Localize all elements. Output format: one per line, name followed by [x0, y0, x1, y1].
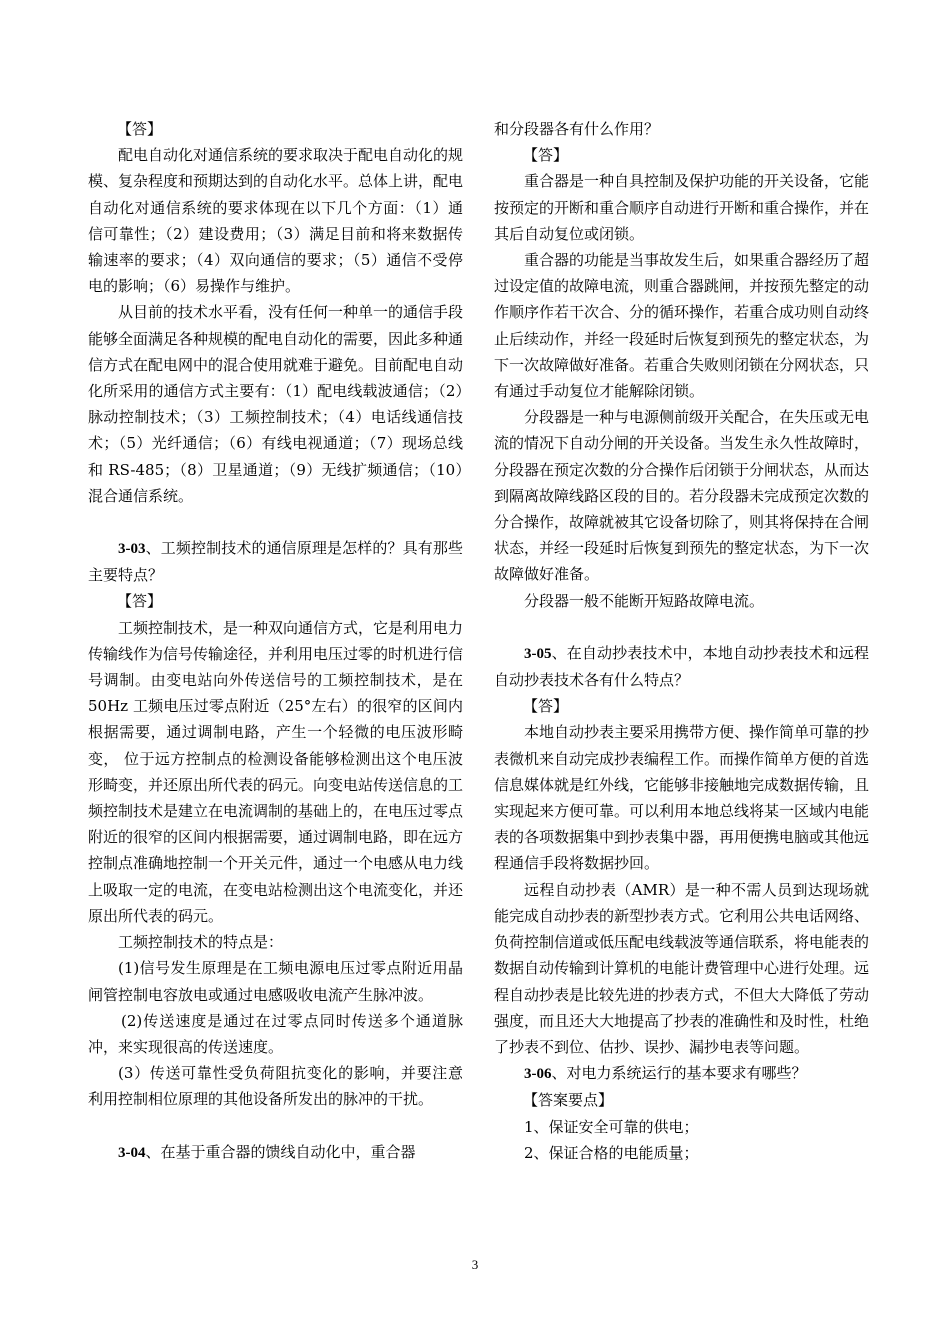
page-number: 3 — [471, 1257, 479, 1272]
question-3-05 — [494, 640, 869, 693]
question-text: 、工频控制技术的通信原理是怎样的？具有那些主要特点？ — [88, 539, 463, 585]
question-number: 3-06 — [524, 1066, 552, 1083]
answer-label: 【答案要点】 — [523, 1091, 614, 1110]
question-text: 、在自动抄表技术中，本地自动抄表技术和远程自动抄表技术各有什么特点？ — [494, 643, 869, 690]
paragraph: (3）传送可靠性受负荷阻抗变化的影响，并要注意利用控制相位原理的其他设备所发出的脉冲的干扰。 — [88, 1064, 463, 1109]
question-3-04 — [88, 1139, 463, 1166]
paragraph: 分段器一般不能断开短路故障电流。 — [524, 591, 765, 610]
spacer — [88, 509, 463, 535]
right-column — [494, 116, 869, 1166]
question-number: 3-04 — [118, 1144, 146, 1161]
answer-label: 【答】 — [523, 146, 569, 165]
paragraph: 本地自动抄表主要采用携带方便、操作简单可靠的抄表微机来自动完成抄表编程工作。而操作简单方便的首选信息媒体就是红外线，它能够非接触地完成数据传输，且实现起来方便可靠。可以利用本地总线将某一区域内电能表的各项数据集中到抄表集中器，再用便携电脑或其他远程通信手段将数据抄回。 — [494, 723, 870, 873]
question-3-03 — [88, 535, 463, 588]
question-text: 、对电力系统运行的基本要求有哪些？ — [551, 1064, 807, 1083]
paragraph: 工频控制技术，是一种双向通信方式，它是利用电力传输线作为信号传输途径，并利用电压过零的时机进行信号调制。由变电站向外传送信号的工频控制技术，是在 50Hz 工频电压过零点附近（25°左右）的很窄的区间内根据需要，通过调制电路，产生一个轻微的电压波形畸变， 位于远方控制点的检测设备能够检测出这个电压波形畸变，并还原出所代表的码元。向变电站传送信息的工频控制技术是建立在电流调制的基础上的，在电压过零点附近的很窄的区间内根据需要，通过调制电路，即在远方控制点准确地控制一个开关元件，通过一个电感从电力线上吸取一定的电流，在变电站检测出这个电流变化，并还原出所代表的码元。 — [88, 618, 464, 925]
left-column — [88, 116, 463, 1166]
paragraph: (1)信号发生原理是在工频电源电压过零点附近用晶闸管控制电容放电或通过电感吸收电流产生脉冲波。 — [88, 959, 463, 1004]
spacer — [494, 614, 869, 640]
list-item: 1、保证安全可靠的供电； — [524, 1117, 699, 1136]
paragraph: 远程自动抄表（AMR）是一种不需人员到达现场就能完成自动抄表的新型抄表方式。它利用公共电话网络、负荷控制信道或低压配电线载波等通信联系，将电能表的数据自动传输到计算机的电能计费管理中心进行处理。远程自动抄表是比较先进的抄表方式，不但大大降低了劳动强度，而且还大大地提高了抄表的准确性和及时性，杜绝了抄表不到位、估抄、误抄、漏抄电表等问题。 — [494, 880, 870, 1056]
paragraph: 工频控制技术的特点是： — [118, 933, 284, 952]
answer-label: 【答】 — [117, 592, 163, 611]
question-continuation: 和分段器各有什么作用？ — [494, 120, 660, 138]
paragraph: 配电自动化对通信系统的要求取决于配电自动化的规模、复杂程度和预期达到的自动化水平。总体上讲，配电自动化对通信系统的要求体现在以下几个方面：（1）通信可靠性；（2）建设费用；（3）满足目前和将来数据传输速率的要求；（4）双向通信的要求；（5）通信不受停电的影响；（6）易操作与维护。 — [88, 146, 464, 296]
question-text: 、在基于重合器的馈线自动化中，重合器 — [145, 1142, 416, 1161]
paragraph: 分段器是一种与电源侧前级开关配合，在失压或无电流的情况下自动分闸的开关设备。当发生永久性故障时，分段器在预定次数的分合操作后闭锁于分闸状态，从而达到隔离故障线路区段的目的。若分段器未完成预定次数的分合操作，故障就被其它设备切除了，则其将保持在合闸状态，并经一段延时后恢复到预先的整定状态，为下一次故障做好准备。 — [494, 408, 870, 584]
question-number: 3-03 — [118, 541, 146, 558]
answer-label: 【答】 — [117, 120, 163, 138]
paragraph: 重合器是一种自具控制及保护功能的开关设备，它能按预定的开断和重合顺序自动进行开断和重合操作，并在其后自动复位或闭锁。 — [494, 172, 870, 243]
answer-label: 【答】 — [523, 697, 569, 716]
question-3-06 — [494, 1060, 869, 1087]
spacer — [88, 1113, 463, 1139]
paragraph: 重合器的功能是当事故发生后，如果重合器经历了超过设定值的故障电流，则重合器跳闸，并按预先整定的动作顺序作若干次合、分的循环操作，若重合成功则自动终止后续动作，并经一段延时后恢复到预先的整定状态，为下一次故障做好准备。若重合失败则闭锁在分网状态，只有通过手动复位才能解除闭锁。 — [494, 251, 870, 401]
question-number: 3-05 — [524, 645, 552, 662]
list-item: 2、保证合格的电能质量； — [524, 1143, 699, 1162]
paragraph: (2)传送速度是通过在过零点同时传送多个通道脉冲，来实现很高的传送速度。 — [88, 1011, 463, 1056]
paragraph: 从目前的技术水平看，没有任何一种单一的通信手段能够全面满足各种规模的配电自动化的需要，因此多种通信方式在配电网中的混合使用就难于避免。目前配电自动化所采用的通信方式主要有：（1）配电线载波通信；（2）脉动控制技术；（3）工频控制技术；（4）电话线通信技术；（5）光纤通信；（6）有线电视通道；（7）现场总线和 RS-485；（8）卫星通道；（9）无线扩频通信；（10）混合通信系统。 — [88, 303, 464, 505]
